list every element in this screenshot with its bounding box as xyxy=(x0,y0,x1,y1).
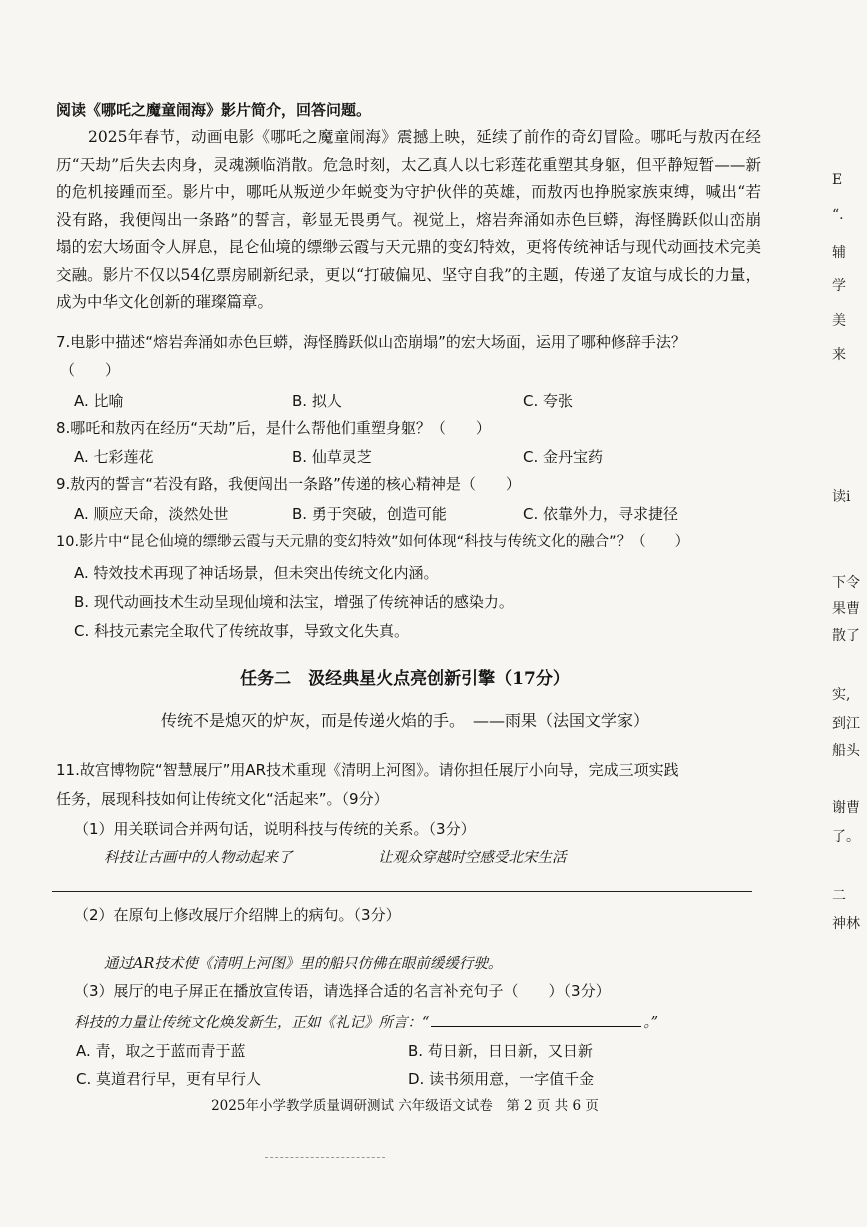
question-10-stem: 10.影片中“昆仑仙境的缥缈云霞与天元鼎的变幻特效”如何体现“科技与传统文化的融合”？（ ） xyxy=(56,534,690,550)
fill-prefix: 科技的力量让传统文化焕发新生，正如《礼记》所言：“ xyxy=(74,1015,430,1031)
question-11-option-b[interactable]: B. 苟日新，日日新，又日新 xyxy=(408,1042,593,1060)
question-11-option-d[interactable]: D. 读书须用意，一字值千金 xyxy=(408,1070,595,1088)
question-8-option-a[interactable]: A. 七彩莲花 xyxy=(74,448,154,466)
question-11-sub1: （1）用关联词合并两句话，说明科技与传统的关系。（3分） xyxy=(74,820,476,838)
question-8-stem: 8.哪吒和敖丙在经历“天劫”后，是什么帮他们重塑身躯？（ ） xyxy=(56,419,491,437)
margin-fragment: E xyxy=(832,172,843,188)
question-11-stem-line2: 任务，展现科技如何让传统文化“活起来”。（9分） xyxy=(56,790,389,808)
margin-fragment: 果曹 xyxy=(832,601,860,617)
margin-fragment: 下令 xyxy=(832,575,860,591)
margin-fragment: 神林 xyxy=(832,916,860,932)
sick-sentence[interactable]: 通过AR技术使《清明上河图》里的船只仿佛在眼前缓缓行驶。 xyxy=(104,956,503,972)
question-7-option-c[interactable]: C. 夸张 xyxy=(523,392,574,410)
sentence-a: 科技让古画中的人物动起来了 xyxy=(104,850,293,866)
fill-blank[interactable] xyxy=(431,1012,641,1027)
question-10-option-b[interactable]: B. 现代动画技术生动呈现仙境和法宝，增强了传统神话的感染力。 xyxy=(74,593,514,611)
question-11-option-c[interactable]: C. 莫道君行早，更有早行人 xyxy=(76,1070,262,1088)
margin-fragment: 辅 xyxy=(832,245,846,261)
margin-fragment: 学 xyxy=(832,278,846,294)
question-11-option-a[interactable]: A. 青，取之于蓝而青于蓝 xyxy=(76,1042,246,1060)
fill-sentence xyxy=(74,1012,658,1033)
margin-fragment: 谢曹 xyxy=(832,800,860,816)
margin-fragment: 实, xyxy=(832,687,851,703)
question-10-option-c[interactable]: C. 科技元素完全取代了传统故事，导致文化失真。 xyxy=(74,622,410,640)
reading-passage: 2025年春节，动画电影《哪吒之魔童闹海》震撼上映，延续了前作的奇幻冒险。哪吒与敖丙在经历“天劫”后失去肉身，灵魂濒临消散。危急时刻，太乙真人以七彩莲花重塑其身躯，但平静短暂——新的危机接踵而至。影片中，哪吒从叛逆少年蜕变为守护伙伴的英雄，而敖丙也挣脱家族束缚，喊出“若没有路，我便闯出一条路”的誓言，彰显无畏勇气。视觉上，熔岩奔涌如赤色巨蟒，海怪腾跃似山峦崩塌的宏大场面令人屏息，昆仑仙境的缥缈云霞与天元鼎的变幻特效，更将传统神话与现代动画技术完美交融。影片不仅以54亿票房刷新纪录，更以“打破偏见、坚守自我”的主题，传递了友谊与成长的力量，成为中华文化创新的璀璨篇章。 xyxy=(56,128,761,311)
margin-fragment: 来 xyxy=(832,347,846,363)
margin-fragment: 美 xyxy=(832,313,846,329)
margin-fragment: 二 xyxy=(832,888,846,904)
answer-line[interactable] xyxy=(52,891,752,892)
scan-smudge xyxy=(265,1157,385,1160)
question-9-option-a[interactable]: A. 顺应天命，淡然处世 xyxy=(74,505,229,523)
fill-suffix: 。” xyxy=(643,1015,659,1031)
question-11-stem-line1: 11.故宫博物院“智慧展厅”用AR技术重现《清明上河图》。请你担任展厅小向导，完成三项实践 xyxy=(56,761,679,779)
question-10-option-a[interactable]: A. 特效技术再现了神话场景，但未突出传统文化内涵。 xyxy=(74,564,439,582)
margin-fragment: “. xyxy=(832,207,844,223)
margin-fragment: 读i xyxy=(832,489,851,505)
question-9-stem: 9.敖丙的誓言“若没有路，我便闯出一条路”传递的核心精神是（ ） xyxy=(56,475,521,493)
task2-quote: 传统不是熄灭的炉灰，而是传递火焰的手。 ——雨果（法国文学家） xyxy=(160,711,649,730)
margin-fragment: 散了 xyxy=(832,628,860,644)
margin-fragment: 到江 xyxy=(832,716,860,732)
margin-fragment: 船头 xyxy=(832,743,860,759)
question-8-option-c[interactable]: C. 金丹宝药 xyxy=(523,448,604,466)
question-9-option-c[interactable]: C. 依靠外力，寻求捷径 xyxy=(523,505,679,523)
reading-heading: 阅读《哪吒之魔童闹海》影片简介，回答问题。 xyxy=(56,101,372,119)
page-footer: 2025年小学教学质量调研测试 六年级语文试卷 第 2 页 共 6 页 xyxy=(211,1098,599,1114)
question-7-answer-paren[interactable]: （ ） xyxy=(60,361,121,379)
question-8-option-b[interactable]: B. 仙草灵芝 xyxy=(292,448,372,466)
question-9-option-b[interactable]: B. 勇于突破，创造可能 xyxy=(292,505,447,523)
task2-title: 任务二 汲经典星火点亮创新引擎（17分） xyxy=(240,669,570,689)
question-7-stem: 7.电影中描述“熔岩奔涌如赤色巨蟒，海怪腾跃似山峦崩塌”的宏大场面，运用了哪种修辞手法？ xyxy=(56,333,686,351)
question-7-option-b[interactable]: B. 拟人 xyxy=(292,392,342,410)
sentence-b: 让观众穿越时空感受北宋生活 xyxy=(378,850,567,866)
margin-fragment: 了。 xyxy=(832,829,860,845)
question-7-option-a[interactable]: A. 比喻 xyxy=(74,392,124,410)
question-11-sub2: （2）在原句上修改展厅介绍牌上的病句。（3分） xyxy=(74,906,401,924)
question-11-sub3: （3）展厅的电子屏正在播放宣传语，请选择合适的名言补充句子（ ）（3分） xyxy=(74,982,611,1000)
